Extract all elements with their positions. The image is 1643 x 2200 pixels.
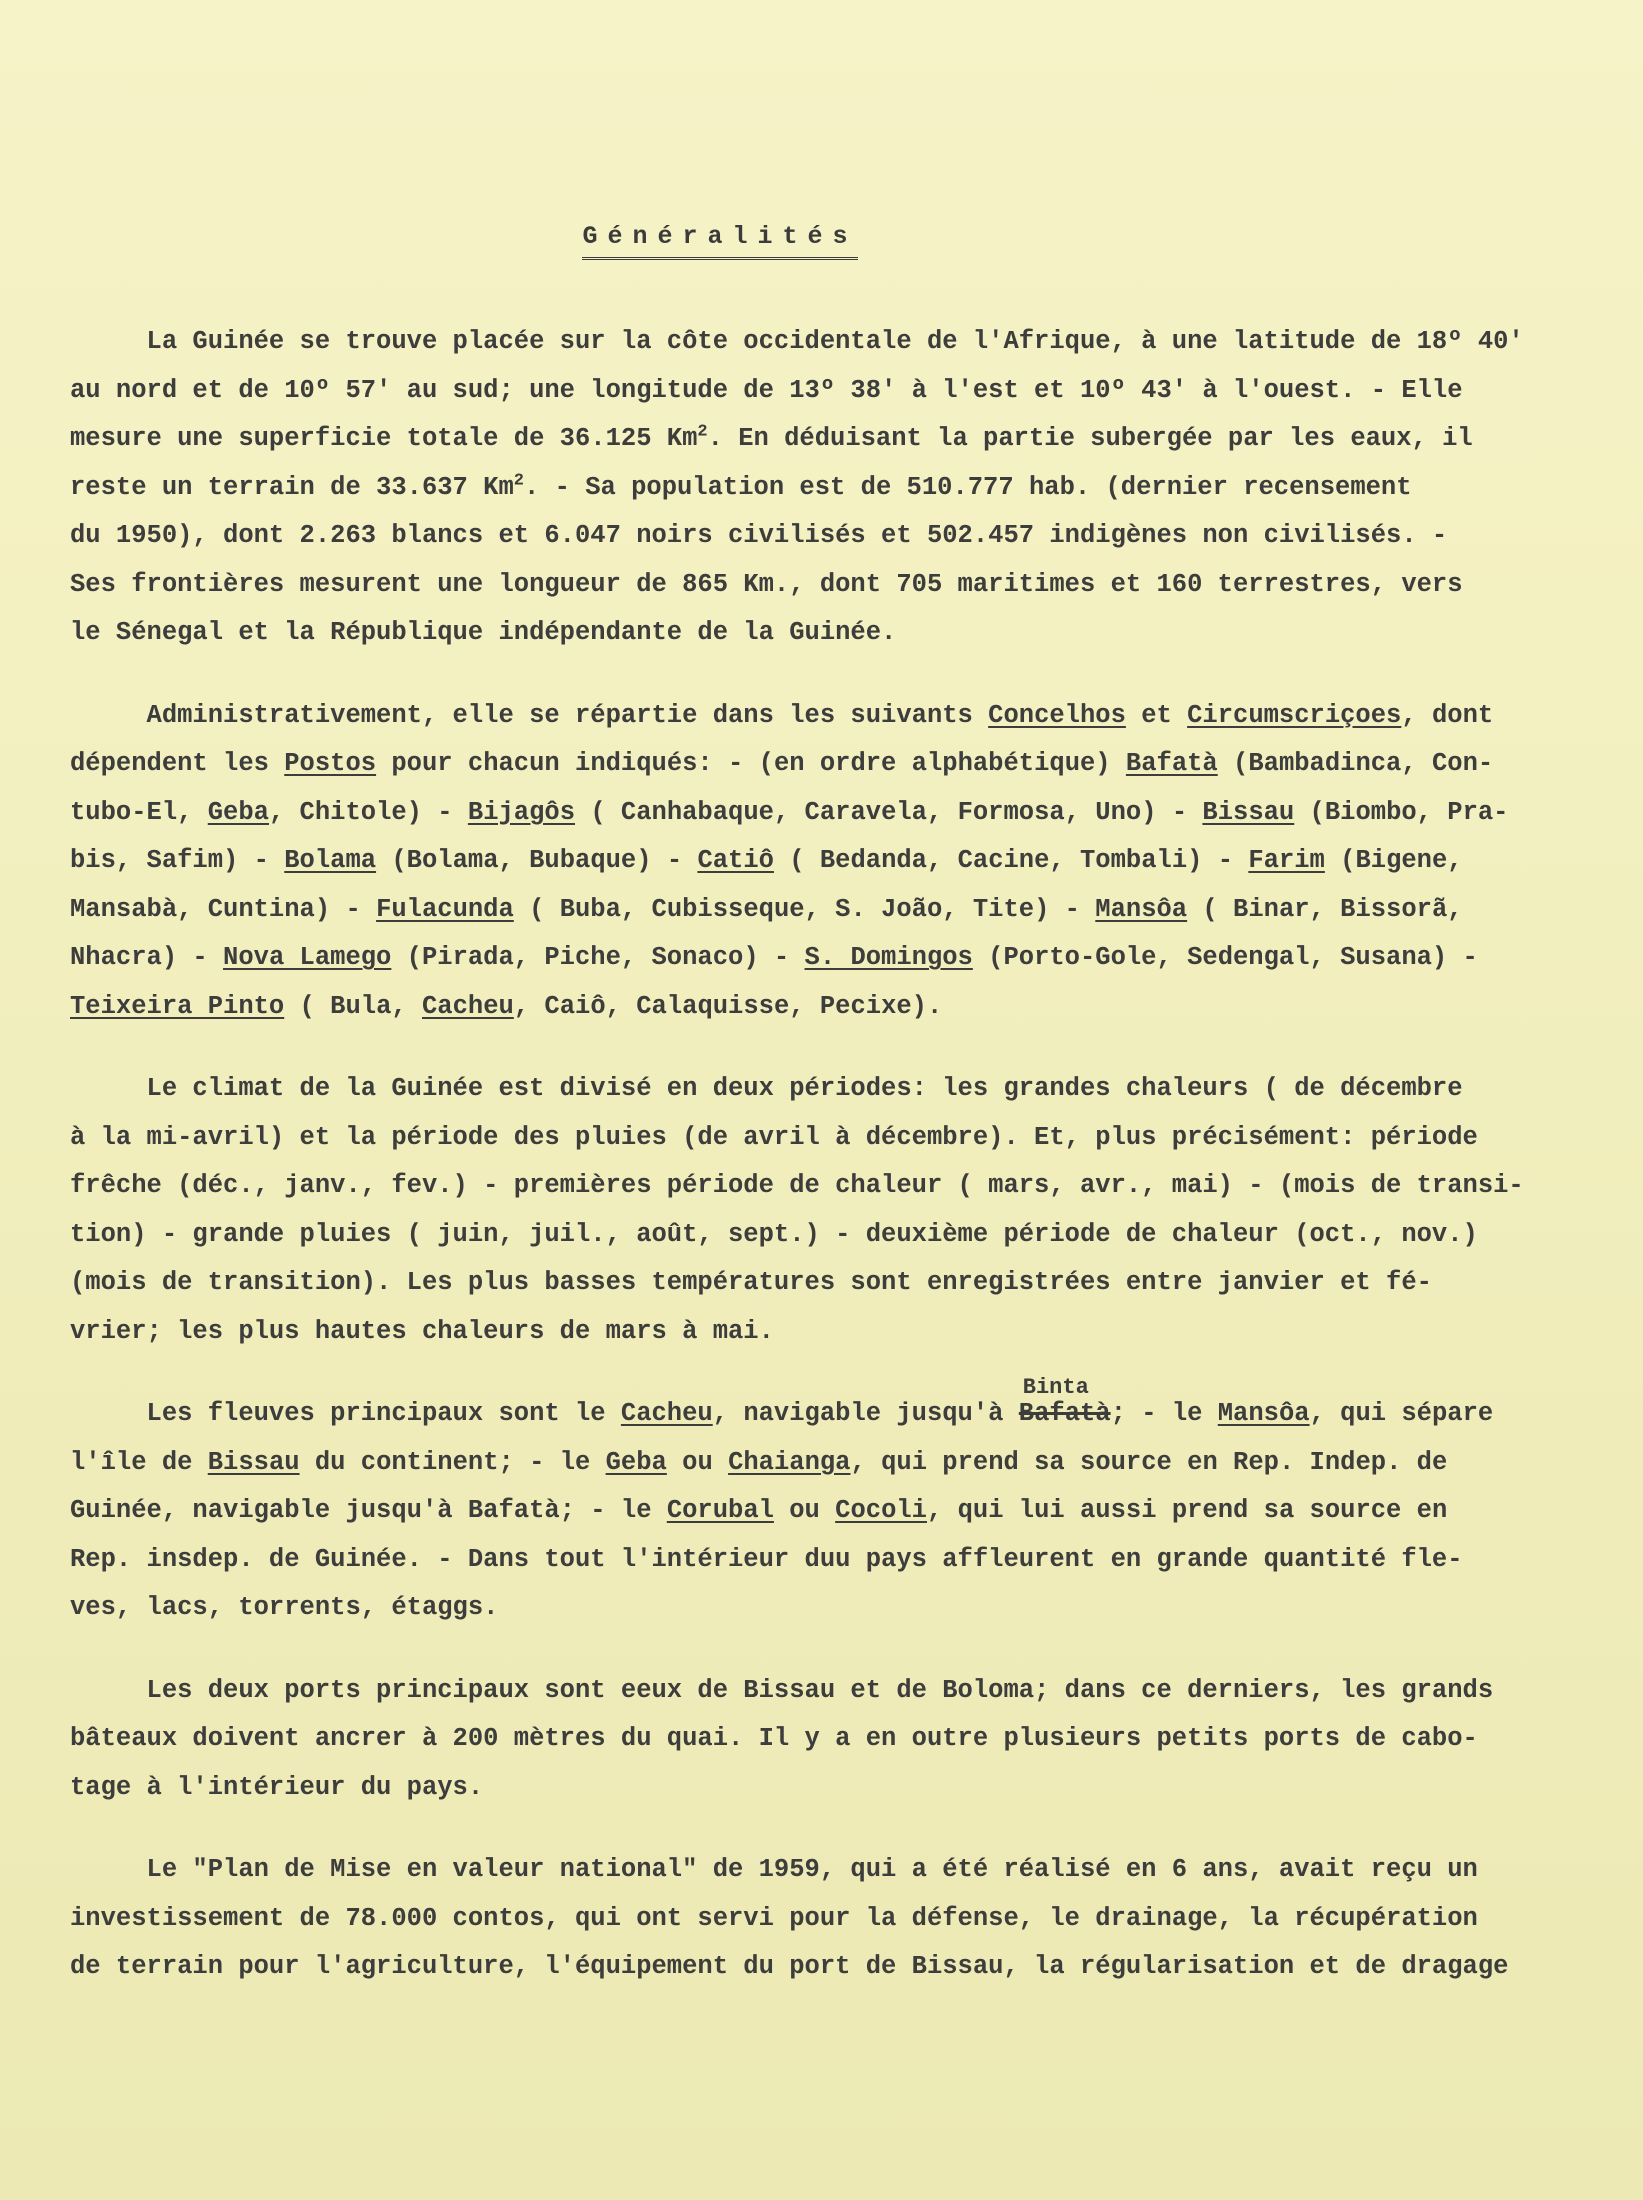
text-line: Mansabà, Cuntina) - Fulacunda ( Buba, Cubisseque, S. João, Tite) - Mansôa ( Binar, Bissorã, bbox=[70, 894, 1463, 924]
text-line: Les deux ports principaux sont eeux de Bissau et de Boloma; dans ce derniers, les grands bbox=[70, 1675, 1494, 1705]
text-line: reste un terrain de 33.637 Km$^2$. - Sa population est de 510.777 hab. (dernier recensement bbox=[70, 471, 1412, 502]
text-line: bis, Safim) - Bolama (Bolama, Bubaque) - Catiô ( Bedanda, Cacine, Tombali) - Farim (Bigene, bbox=[70, 846, 1463, 875]
text-line: Teixeira Pinto ( Bula, Cacheu, Caiô, Calaquisse, Pecixe). bbox=[70, 991, 943, 1021]
text-line: de terrain pour l'agriculture, l'équipement du port de Bissau, la régularisation et de dragage bbox=[70, 1952, 1509, 1981]
paragraph-gap bbox=[70, 1633, 1520, 1667]
text-line: à la mi-avril) et la période des pluies (de avril à décembre). Et, plus précisément: période bbox=[70, 1122, 1478, 1152]
title-block bbox=[520, 222, 920, 260]
text-line: au nord et de 10º 57' au sud; une longitude de 13º 38' à l'est et 10º 43' à l'ouest. - Elle bbox=[70, 375, 1463, 405]
paragraph-gap bbox=[70, 1356, 1520, 1390]
paragraph bbox=[70, 1375, 1520, 1633]
text-line: frêche (déc., janv., fev.) - premières période de chaleur ( mars, avr., mai) - (mois de transi- bbox=[70, 1171, 1524, 1200]
paragraph bbox=[70, 1667, 1520, 1813]
document-body bbox=[70, 318, 1524, 1992]
text-line: Les fleuves principaux sont le Cacheu, navigable jusqu'à Binta Bafatà; - le Mansôa, qui sépare bbox=[70, 1375, 1494, 1428]
text-line: Ses frontières mesurent une longueur de 865 Km., dont 705 maritimes et 160 terrestres, vers bbox=[70, 569, 1463, 599]
text-line: vrier; les plus hautes chaleurs de mars à mai. bbox=[70, 1316, 774, 1346]
text-line: tage à l'intérieur du pays. bbox=[70, 1772, 484, 1802]
text-line: investissement de 78.000 contos, qui ont servi pour la défense, le drainage, la récupération bbox=[70, 1903, 1478, 1933]
text-line: tubo-El, Geba, Chitole) - Bijagôs ( Canhabaque, Caravela, Formosa, Uno) - Bissau (Biombo, Pra- bbox=[70, 797, 1509, 827]
text-line: ves, lacs, torrents, étaggs. bbox=[70, 1593, 499, 1622]
text-line: dépendent les Postos pour chacun indiqués: - (en ordre alphabétique) Bafatà (Bambadinca, Con- bbox=[70, 749, 1494, 778]
text-line: tion) - grande pluies ( juin, juil., août, sept.) - deuxième période de chaleur (oct., nov.) bbox=[70, 1219, 1478, 1249]
text-line: Nhacra) - Nova Lamego (Pirada, Piche, Sonaco) - S. Domingos (Porto-Gole, Sedengal, Susana) - bbox=[70, 943, 1478, 972]
paragraph bbox=[70, 692, 1520, 1032]
text-line: bâteaux doivent ancrer à 200 mètres du quai. Il y a en outre plusieurs petits ports de cabo- bbox=[70, 1724, 1478, 1753]
paragraph-gap bbox=[70, 1812, 1520, 1846]
text-line: Le "Plan de Mise en valeur national" de 1959, qui a été réalisé en 6 ans, avait reçu un bbox=[70, 1855, 1478, 1884]
paragraph-gap bbox=[70, 1031, 1520, 1065]
text-line: Rep. insdep. de Guinée. - Dans tout l'intérieur duu pays affleurent en grande quantité fle- bbox=[70, 1544, 1463, 1574]
text-line: Le climat de la Guinée est divisé en deux périodes: les grandes chaleurs ( de décembre bbox=[70, 1074, 1463, 1103]
paragraph-gap bbox=[70, 658, 1520, 692]
text-line: le Sénegal et la République indépendante de la Guinée. bbox=[70, 618, 897, 647]
text-line: La Guinée se trouve placée sur la côte occidentale de l'Afrique, à une latitude de 18º 40' bbox=[70, 327, 1524, 356]
text-line: Guinée, navigable jusqu'à Bafatà; - le Corubal ou Cocoli, qui lui aussi prend sa source en bbox=[70, 1496, 1448, 1525]
text-line: l'île de Bissau du continent; - le Geba ou Chaianga, qui prend sa source en Rep. Indep. de bbox=[70, 1447, 1448, 1477]
text-line: Administrativement, elle se répartie dans les suivants Concelhos et Circumscriçoes, dont bbox=[70, 700, 1494, 730]
paragraph bbox=[70, 1065, 1524, 1356]
paragraph bbox=[70, 1846, 1520, 1992]
page-title: Généralités bbox=[582, 222, 857, 260]
paragraph bbox=[70, 318, 1524, 658]
text-line: (mois de transition). Les plus basses températures sont enregistrées entre janvier et fé- bbox=[70, 1268, 1432, 1297]
text-line: du 1950), dont 2.263 blancs et 6.047 noirs civilisés et 502.457 indigènes non civilisés. - bbox=[70, 521, 1448, 550]
text-line: mesure une superficie totale de 36.125 Km$^2$. En déduisant la partie subergée par les eaux, il bbox=[70, 422, 1473, 453]
